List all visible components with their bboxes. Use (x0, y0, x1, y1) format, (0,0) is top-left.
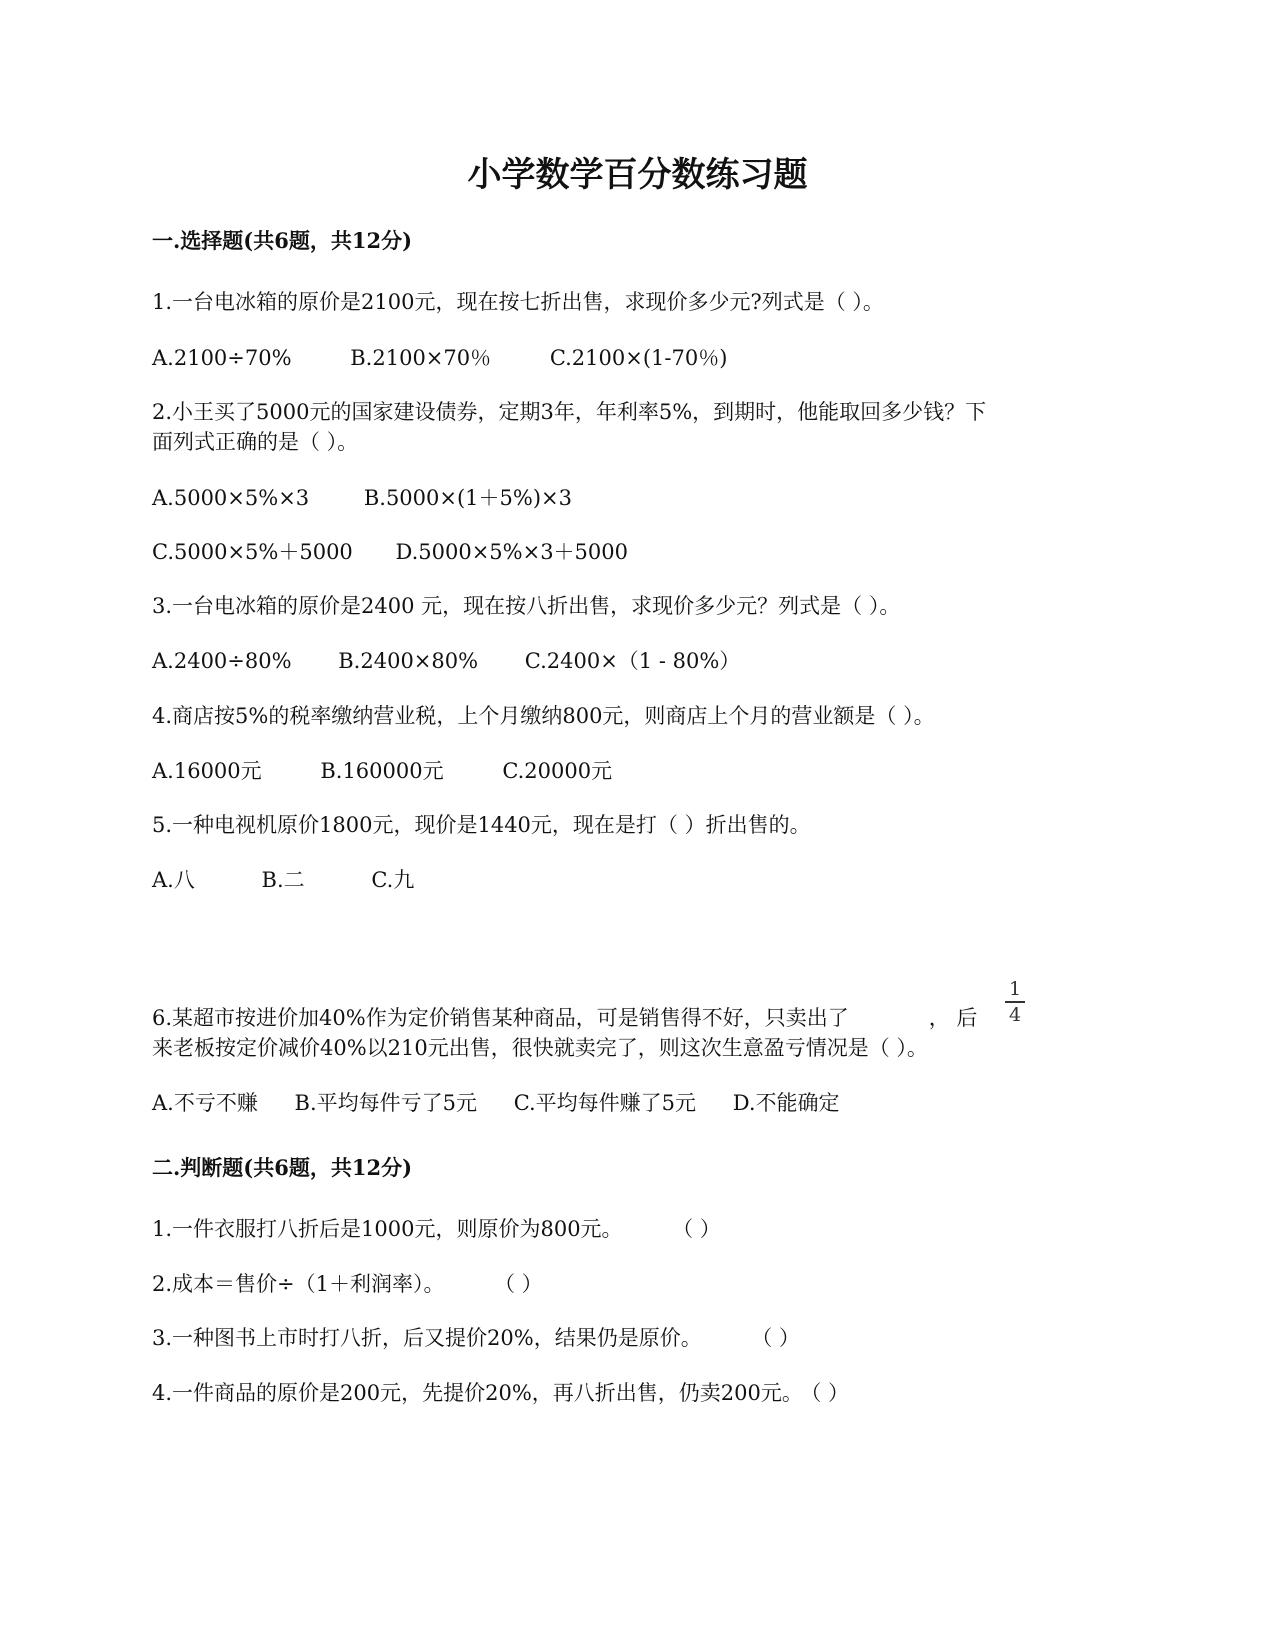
option-a: A.16000元 (152, 759, 262, 783)
fraction-bar (1005, 1001, 1025, 1003)
judgement-4 (152, 1378, 849, 1408)
answer-parentheses: （ ） (810, 1381, 850, 1405)
option-c: C.九 (371, 868, 415, 892)
option-b: B.5000×(1＋5%)×3 (363, 486, 573, 510)
option-a: A.5000×5%×3 (152, 486, 310, 510)
section-heading-true-false: 二.判断题(共6题，共12分) (152, 1155, 413, 1180)
question-6-line2: 来老板按定价减价40%以210元出售，很快就卖完了，则这次生意盈亏情况是（ ）。 (152, 1036, 928, 1060)
option-a: A.2400÷80% (152, 649, 292, 673)
question-3: 3.一台电冰箱的原价是2400 元，现在按八折出售，求现价多少元？列式是（ ）。 (152, 594, 901, 618)
option-c: C.2400×（1 - 80%） (524, 649, 741, 673)
answer-parentheses: （ ） (761, 1326, 800, 1350)
question-1: 1.一台电冰箱的原价是2100元，现在按七折出售，求现价多少元?列式是（ ）。 (152, 290, 884, 314)
option-b: B.二 (261, 868, 305, 892)
question-5-options (152, 865, 414, 895)
judgement-text: 1.一件衣服打八折后是1000元，则原价为800元。 (152, 1217, 623, 1241)
option-c: C.20000元 (502, 759, 613, 783)
option-d: D.5000×5%×3＋5000 (395, 540, 629, 564)
question-2-options-row2 (152, 537, 628, 567)
option-c: C.平均每件赚了5元 (513, 1091, 697, 1115)
option-a: A.八 (152, 868, 195, 892)
question-2-line1: 2.小王买了5000元的国家建设债券，定期3年，年利率5%，到期时，他能取回多少钱？下 (152, 400, 987, 424)
question-1-options (152, 343, 727, 373)
judgement-3 (152, 1323, 800, 1353)
question-4: 4.商店按5%的税率缴纳营业税，上个月缴纳800元，则商店上个月的营业额是（ ）。 (152, 704, 935, 728)
question-2-line2: 面列式正确的是（ ）。 (152, 430, 359, 454)
option-b: B.2400×80% (338, 649, 479, 673)
answer-parentheses: （ ） (504, 1272, 543, 1296)
fraction-numerator: 1 (1008, 978, 1022, 1000)
fraction-one-quarter (1003, 978, 1027, 1026)
option-a: A.2100÷70% (152, 346, 292, 370)
answer-parentheses: （ ） (682, 1217, 721, 1241)
question-2-options-row1 (152, 483, 572, 513)
judgement-text: 2.成本＝售价÷（1＋利润率）。 (152, 1272, 445, 1296)
question-4-options (152, 756, 612, 786)
question-5: 5.一种电视机原价1800元，现价是1440元，现在是打（ ）折出售的。 (152, 813, 811, 837)
option-d: D.不能确定 (732, 1091, 840, 1115)
judgement-text: 3.一种图书上市时打八折，后又提价20%，结果仍是原价。 (152, 1326, 702, 1350)
question-6-text-part1: 6.某超市按进价加40%作为定价销售某种商品，可是销售得不好，只卖出了 (152, 1006, 849, 1030)
option-a: A.不亏不赚 (152, 1091, 258, 1115)
question-6-options (152, 1088, 840, 1118)
question-6-line1 (152, 1003, 977, 1033)
judgement-2 (152, 1269, 543, 1299)
option-c: C.2100×(1-70％) (549, 346, 728, 370)
judgement-1 (152, 1214, 721, 1244)
option-c: C.5000×5%＋5000 (152, 540, 353, 564)
option-b: B.平均每件亏了5元 (294, 1091, 477, 1115)
fraction-denominator: 4 (1008, 1003, 1022, 1026)
section-heading-choice: 一.选择题(共6题，共12分) (152, 228, 413, 253)
option-b: B.160000元 (320, 759, 444, 783)
page-title: 小学数学百分数练习题 (467, 155, 808, 195)
question-6-text-part2: ， 后 (928, 1006, 978, 1030)
question-3-options (152, 646, 740, 676)
judgement-text: 4.一件商品的原价是200元，先提价20%，再八折出售，仍卖200元。 (152, 1381, 803, 1405)
option-b: B.2100×70％ (350, 346, 492, 370)
